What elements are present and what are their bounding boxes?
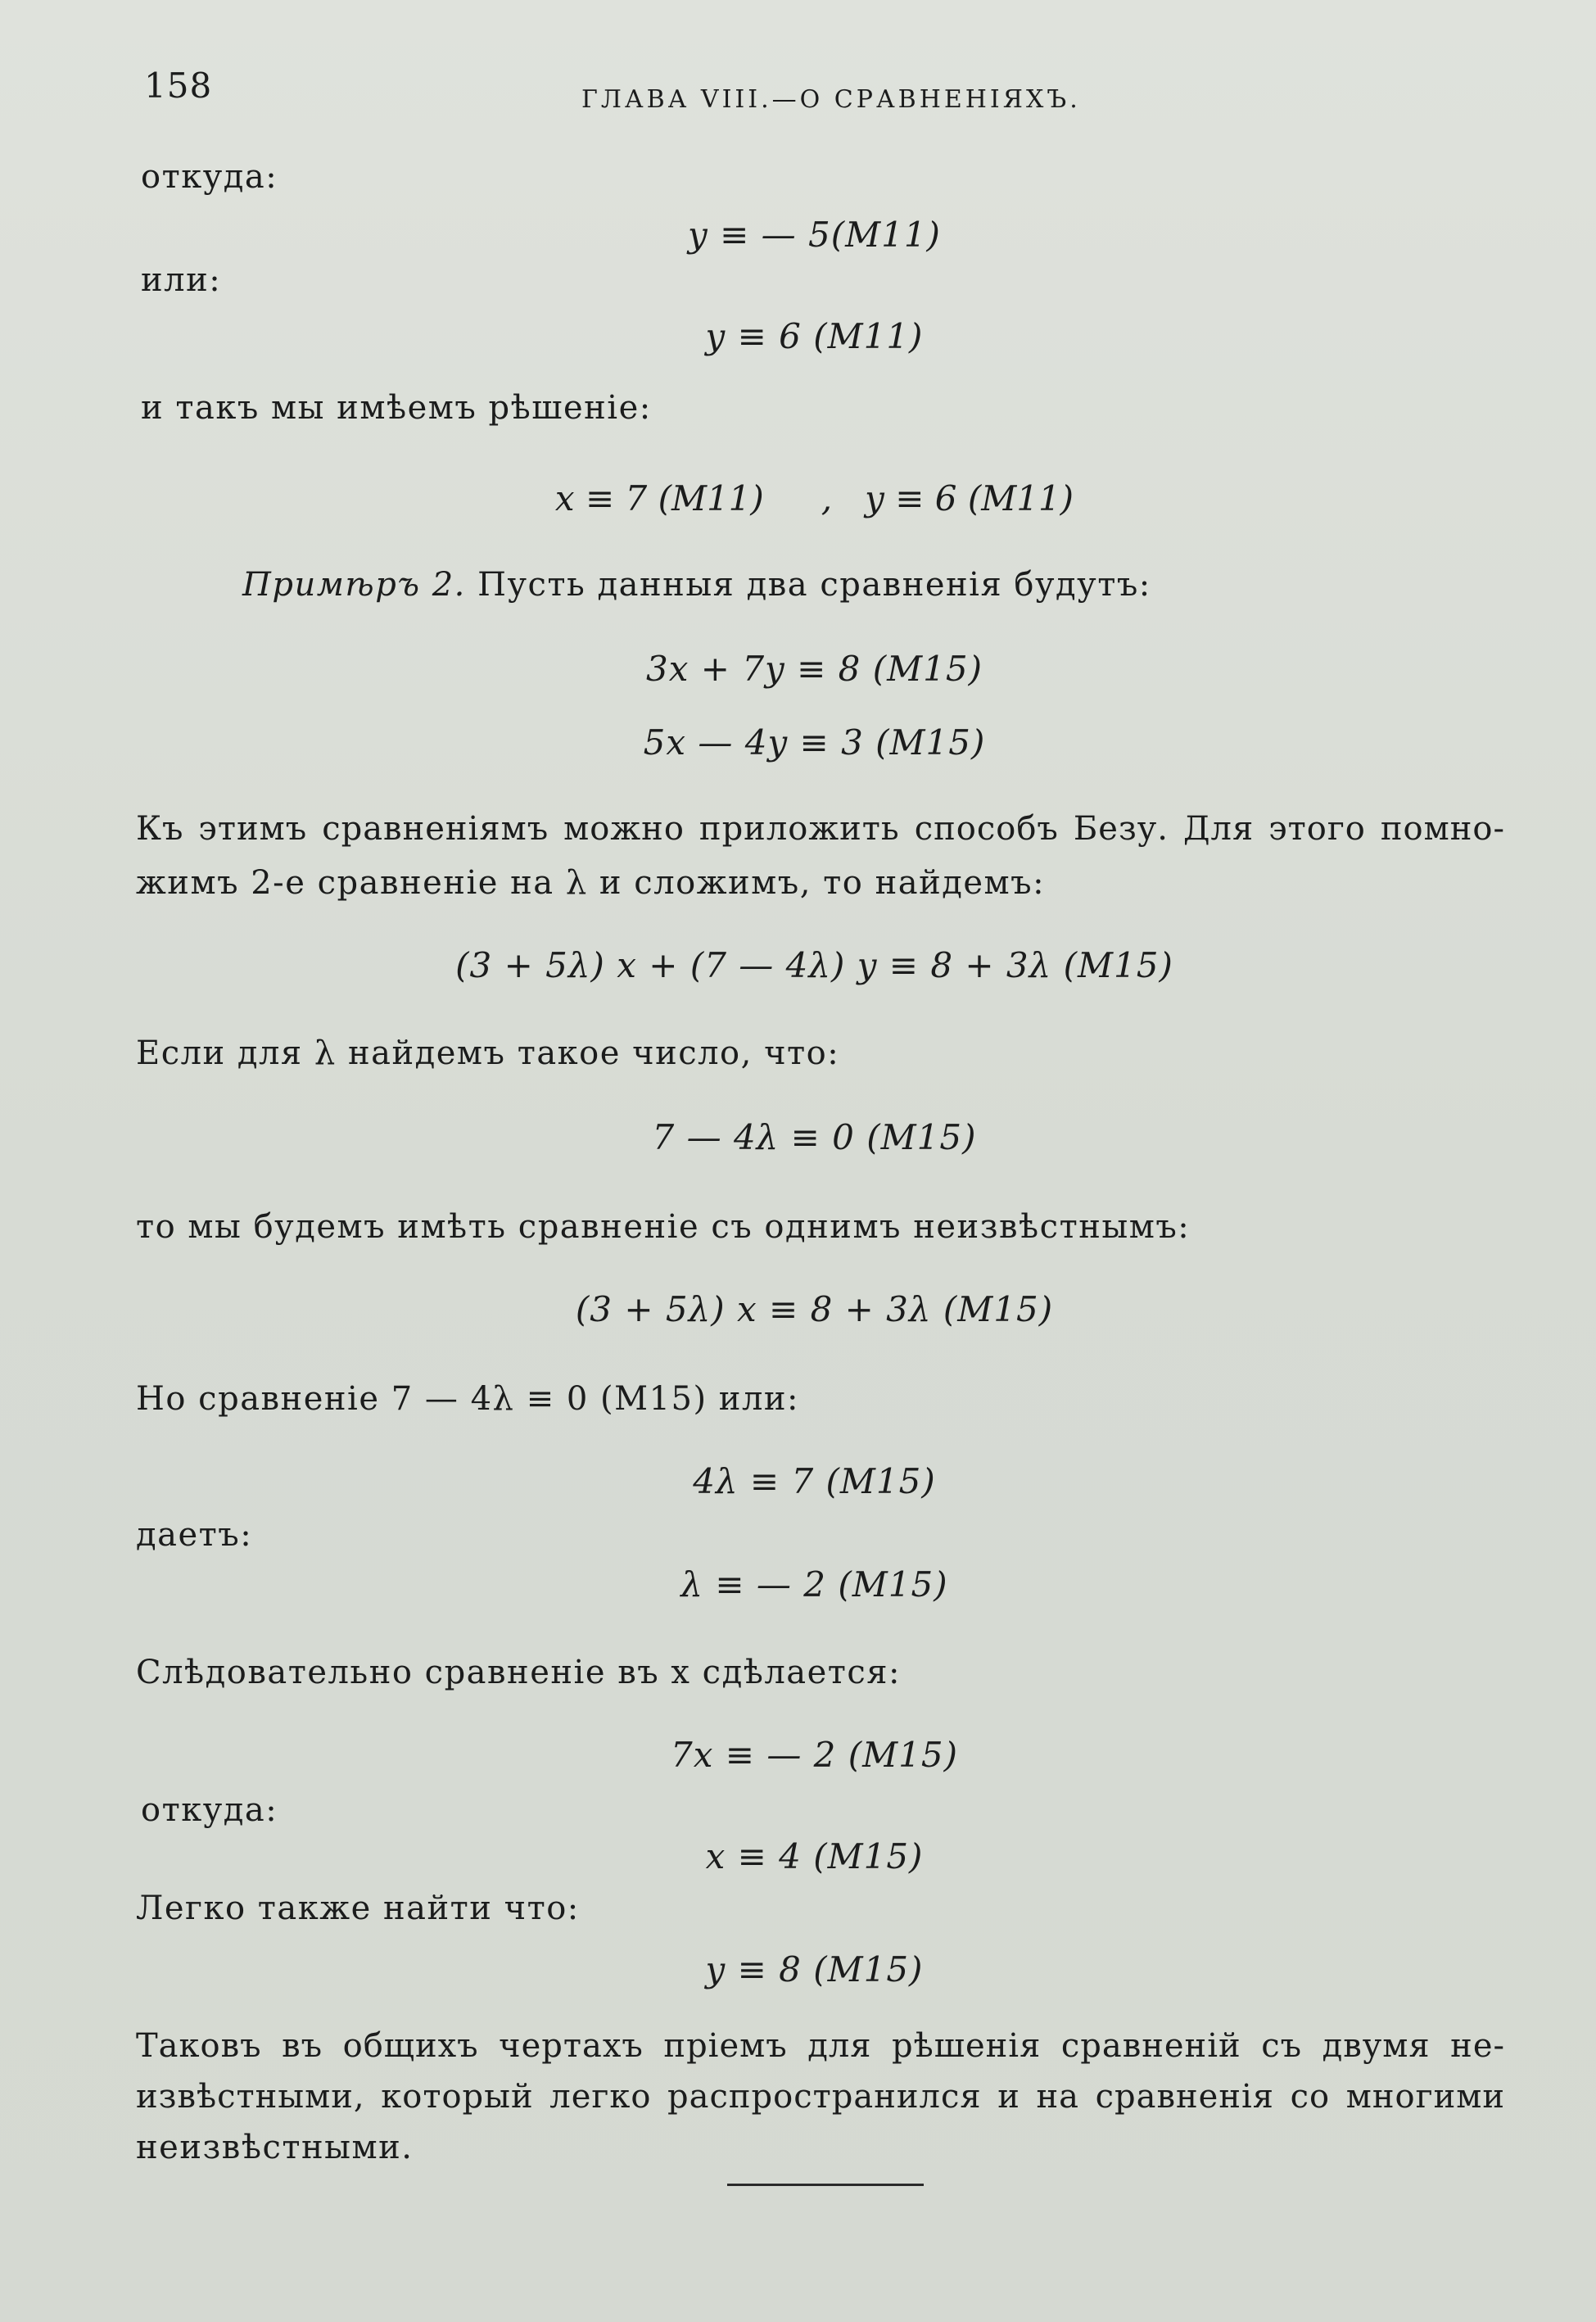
equation: x ≡ 4 (M15) xyxy=(705,1836,924,1876)
text-line: Но сравненіе 7 — 4λ ≡ 0 (M15) или: xyxy=(136,1380,800,1418)
equation: y ≡ 6 (M11) xyxy=(705,316,924,356)
text-line: или: xyxy=(141,261,222,299)
text-line: даетъ: xyxy=(136,1516,253,1554)
equation: λ ≡ — 2 (M15) xyxy=(680,1564,948,1605)
paragraph-line: неизвѣстными. xyxy=(136,2129,414,2166)
equation: (3 + 5λ) x ≡ 8 + 3λ (M15) xyxy=(575,1289,1054,1329)
equation: x ≡ 7 (M11) xyxy=(554,478,764,518)
separator: , xyxy=(821,478,833,518)
equation: y ≡ 6 (M11) xyxy=(865,478,1074,518)
example-text: Пусть данныя два сравненія будутъ: xyxy=(477,566,1151,604)
equation: y ≡ — 5(M11) xyxy=(688,215,941,255)
equation: 7x ≡ — 2 (M15) xyxy=(671,1735,958,1775)
equation: 4λ ≡ 7 (M15) xyxy=(693,1461,936,1501)
paragraph-line: извѣстными, который легко распространился и на сравненія со многими xyxy=(136,2078,1505,2116)
equation: 7 — 4λ ≡ 0 (M15) xyxy=(652,1117,977,1157)
text-line: Слѣдовательно сравненіе въ x сдѣлается: xyxy=(136,1654,901,1691)
text-line: Если для λ найдемъ такое число, что: xyxy=(136,1034,840,1072)
text-line: откуда: xyxy=(141,158,278,196)
equation-pair xyxy=(0,478,1596,519)
equation: (3 + 5λ) x + (7 — 4λ) y ≡ 8 + 3λ (M15) xyxy=(455,945,1173,985)
text-line: откуда: xyxy=(141,1791,278,1829)
paragraph-line: Таковъ въ общихъ чертахъ пріемъ для рѣшенія сравненій съ двумя не- xyxy=(136,2027,1505,2065)
text-line: Легко также найти что: xyxy=(136,1890,580,1927)
equation: 3x + 7y ≡ 8 (M15) xyxy=(646,649,983,689)
text-line: и такъ мы имѣемъ рѣшеніе: xyxy=(141,389,652,427)
running-title: ГЛАВА VIII.—О СРАВНЕНІЯХЪ. xyxy=(581,85,1081,114)
paragraph-line: Къ этимъ сравненіямъ можно приложить способъ Безу. Для этого помно- xyxy=(136,810,1505,848)
equation: y ≡ 8 (M15) xyxy=(705,1949,924,1989)
paragraph-line: жимъ 2-е сравненіе на λ и сложимъ, то найдемъ: xyxy=(136,864,1046,902)
end-rule xyxy=(727,2184,924,2186)
text-line: то мы будемъ имѣть сравненіе съ однимъ неизвѣстнымъ: xyxy=(136,1208,1191,1246)
page-number: 158 xyxy=(144,66,213,106)
example-line xyxy=(242,565,1151,604)
example-label: Примѣръ 2. xyxy=(242,566,466,604)
equation: 5x — 4y ≡ 3 (M15) xyxy=(643,722,986,763)
